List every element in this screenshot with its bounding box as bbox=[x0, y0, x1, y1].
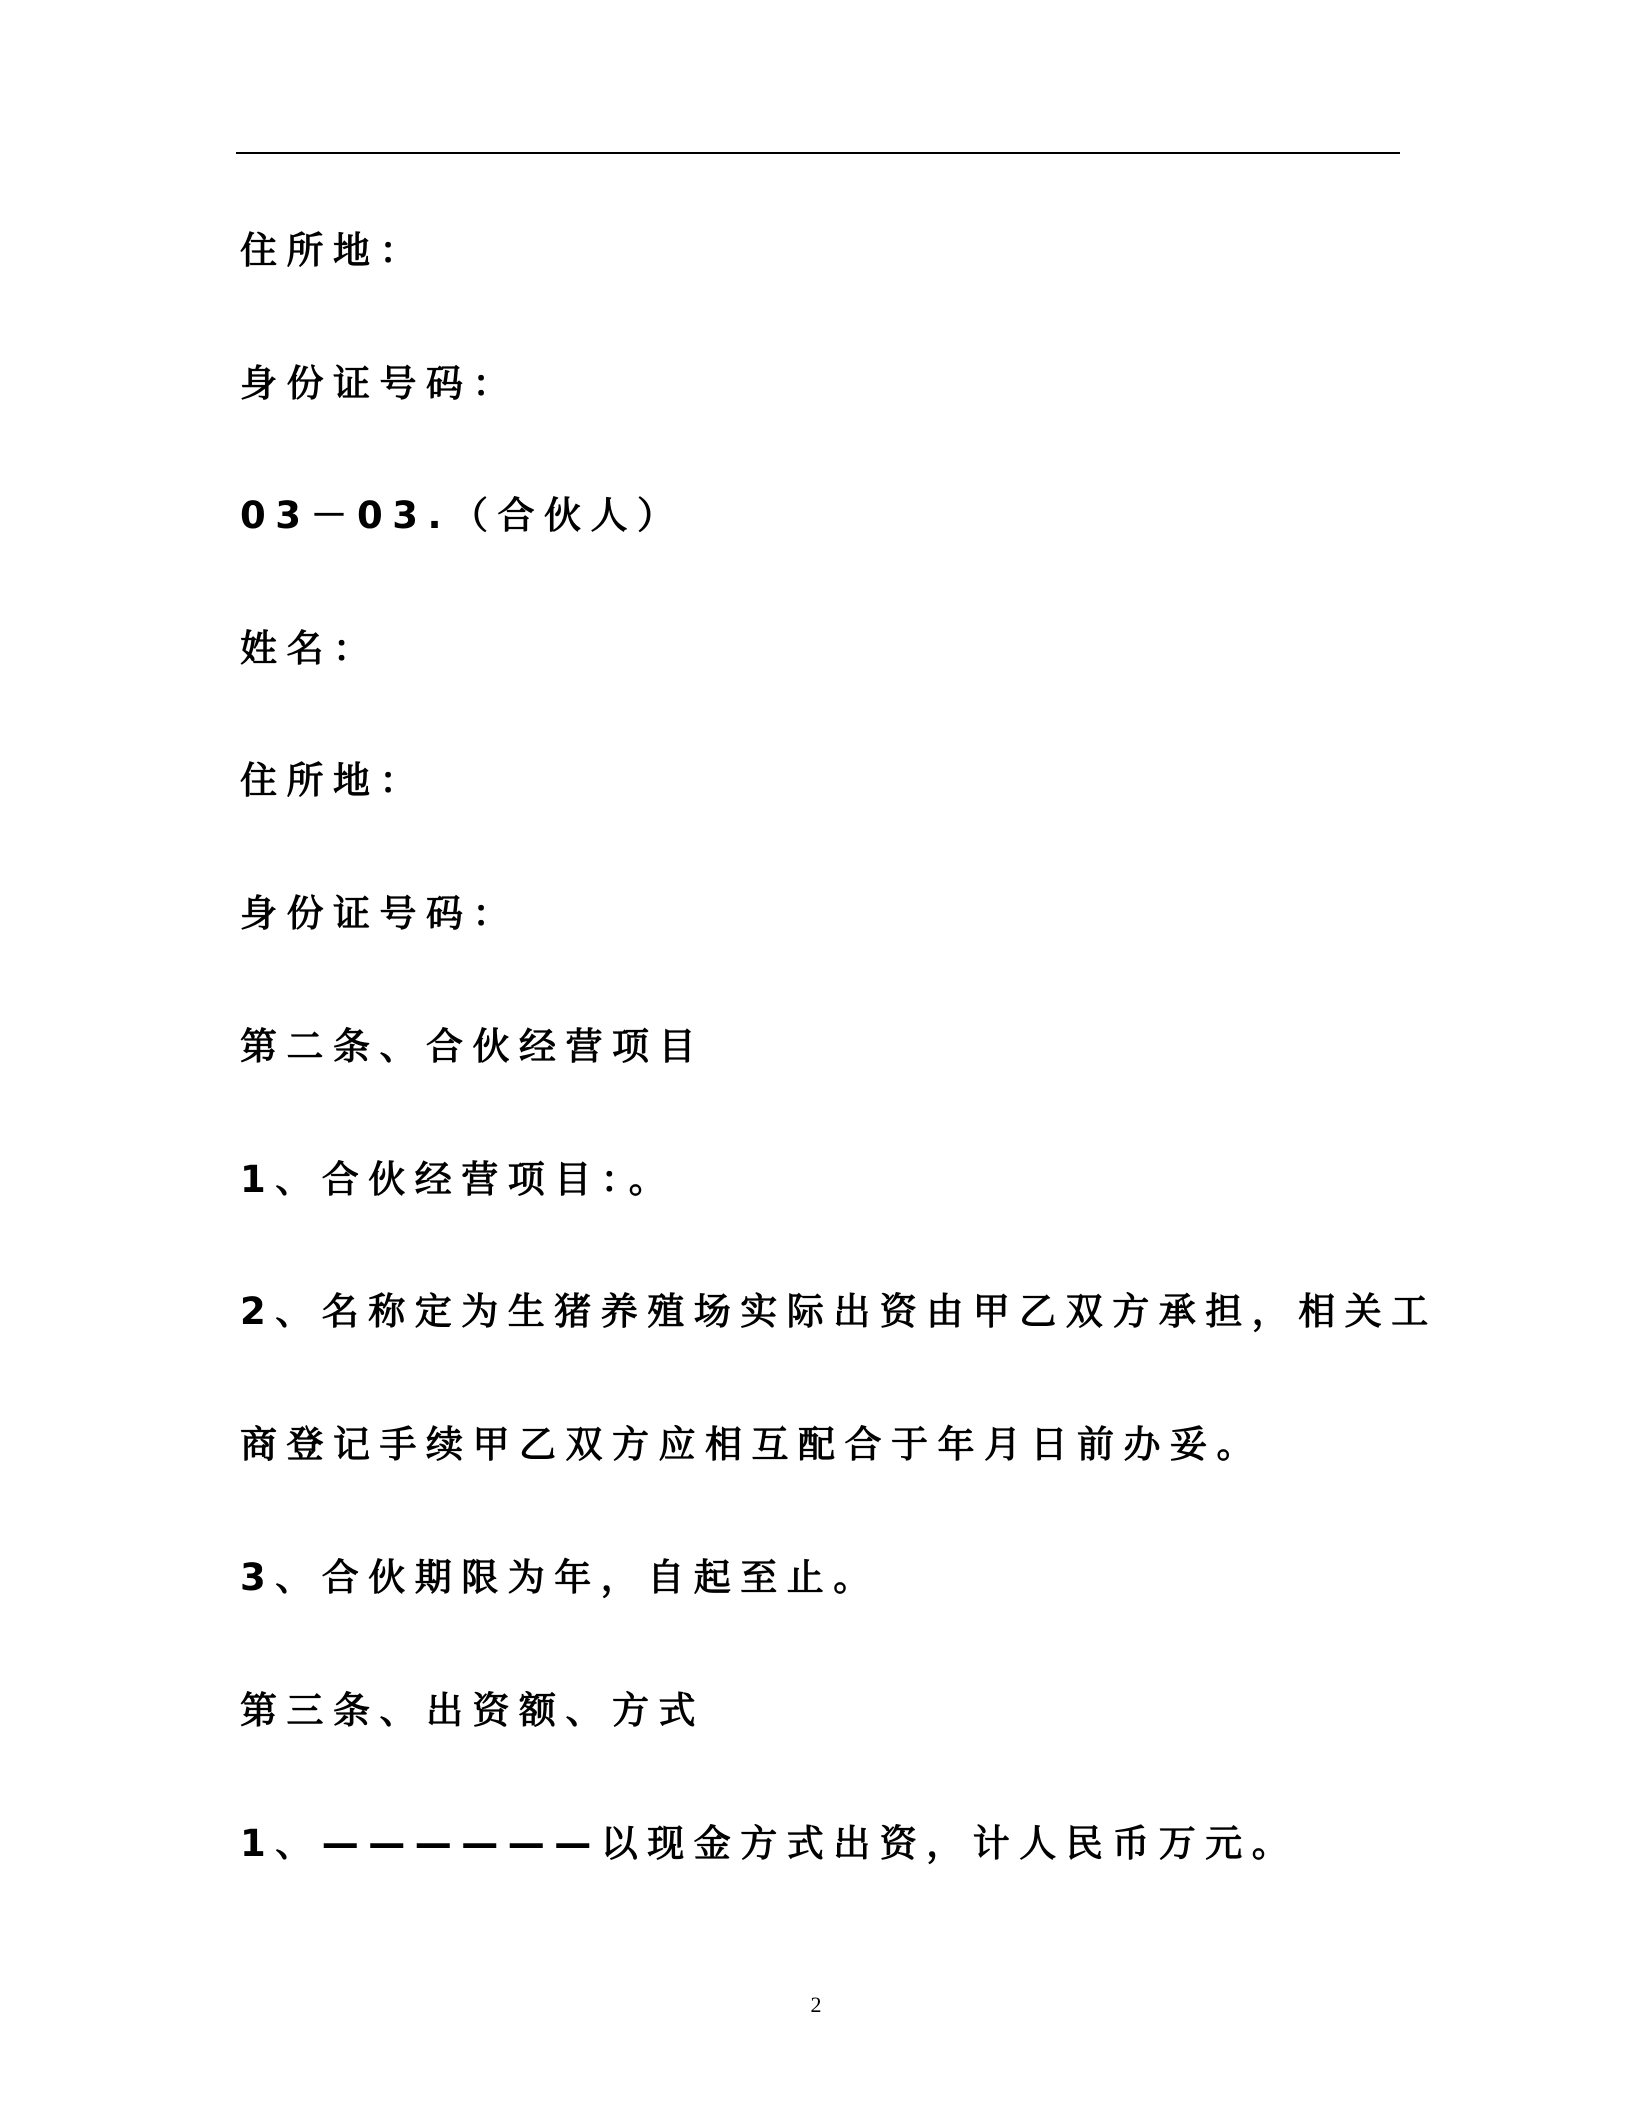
article-two-item-2: 2、名称定为生猪养殖场实际出资由甲乙双方承担，相关工 bbox=[240, 1290, 1438, 1333]
name-label: 姓名： bbox=[240, 627, 380, 670]
id-number-label-2: 身份证号码： bbox=[240, 892, 519, 935]
article-three-item-1: 1、——————以现金方式出资，计人民币万元。 bbox=[240, 1822, 1299, 1865]
article-two-item-2-continued: 商登记手续甲乙双方应相互配合于年月日前办妥。 bbox=[240, 1423, 1263, 1466]
article-two-item-3: 3、合伙期限为年，自起至止。 bbox=[240, 1556, 880, 1599]
article-three-heading: 第三条、出资额、方式 bbox=[240, 1689, 705, 1732]
article-two-item-1: 1、合伙经营项目：。 bbox=[240, 1158, 676, 1201]
address-label-1: 住所地： bbox=[240, 229, 426, 272]
page-number: 2 bbox=[810, 1992, 822, 2017]
header-rule bbox=[236, 152, 1400, 154]
id-number-label-1: 身份证号码： bbox=[240, 362, 519, 405]
address-label-2: 住所地： bbox=[240, 759, 426, 802]
partner-heading: 03－03.（合伙人） bbox=[240, 494, 684, 537]
article-two-heading: 第二条、合伙经营项目 bbox=[240, 1025, 705, 1068]
